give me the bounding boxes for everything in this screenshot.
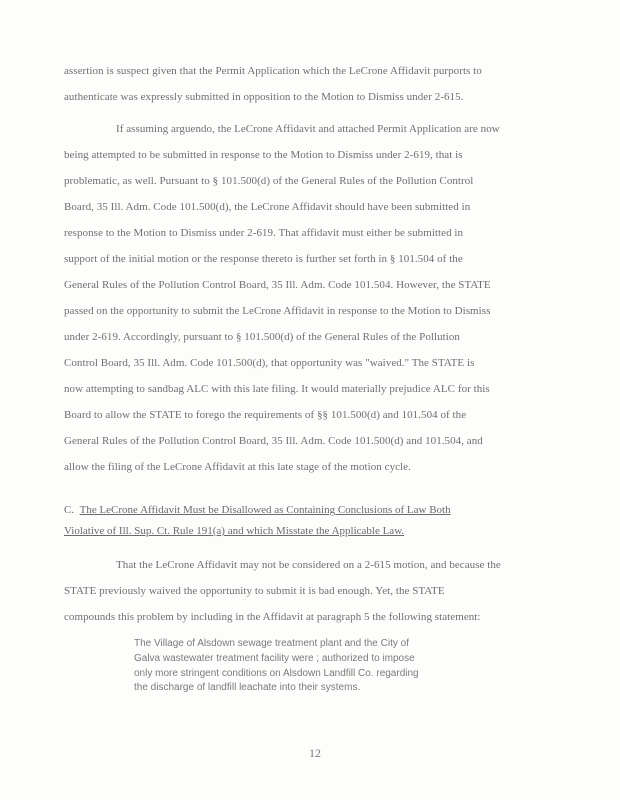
text-line: being attempted to be submitted in response to the Motion to Dismiss under 2-619, that is [64,149,463,161]
section-heading [64,500,564,542]
heading-text: The LeCrone Affidavit Must be Disallowed as Containing Conclusions of Law Both [79,504,451,516]
text-line: General Rules of the Pollution Control Board, 35 Ill. Adm. Code 101.504. However, the STATE [64,279,491,291]
quote-line: the discharge of landfill leachate into their systems. [134,682,361,694]
block-quote [134,637,514,696]
page-number: 12 [309,746,321,760]
text-line: General Rules of the Pollution Control Board, 35 Ill. Adm. Code 101.500(d) and 101.504, and [64,435,483,447]
paragraph-assertion [64,58,564,110]
text-line: support of the initial motion or the response thereto is further set forth in § 101.504 of the [64,253,463,265]
heading-letter: C. [64,504,75,516]
paragraph-compounds [64,552,564,630]
text-line: authenticate was expressly submitted in opposition to the Motion to Dismiss under 2-615. [64,91,464,103]
text-line: assertion is suspect given that the Permit Application which the LeCrone Affidavit purports to [64,65,482,77]
heading-line: Violative of Ill. Sup. Ct. Rule 191(a) and which Misstate the Applicable Law. [64,525,405,537]
text-line: If assuming arguendo, the LeCrone Affidavit and attached Permit Application are now [116,123,500,135]
text-line: passed on the opportunity to submit the LeCrone Affidavit in response to the Motion to Dismiss [64,305,491,317]
quote-line: only more stringent conditions on Alsdown Landfill Co. regarding [134,667,419,679]
text-line: Control Board, 35 Ill. Adm. Code 101.500(d), that opportunity was "waived." The STATE is [64,357,475,369]
text-line: Board to allow the STATE to forego the requirements of §§ 101.500(d) and 101.504 of the [64,409,467,421]
text-line: That the LeCrone Affidavit may not be considered on a 2-615 motion, and because the [116,559,501,571]
text-line: under 2-619. Accordingly, pursuant to § 101.500(d) of the General Rules of the Pollution [64,331,460,343]
heading-line [64,500,564,521]
text-line: response to the Motion to Dismiss under 2-619. That affidavit must either be submitted in [64,227,464,239]
text-line: compounds this problem by including in the Affidavit at paragraph 5 the following statement: [64,611,481,623]
quote-line: The Village of Alsdown sewage treatment plant and the City of [134,638,409,649]
text-line: allow the filing of the LeCrone Affidavit at this late stage of the motion cycle. [64,461,411,473]
quote-line: Galva wastewater treatment facility were ; authorized to impose [134,652,415,664]
text-line: Board, 35 Ill. Adm. Code 101.500(d), the LeCrone Affidavit should have been submitted in [64,201,471,213]
text-line: STATE previously waived the opportunity to submit it is bad enough. Yet, the STATE [64,585,445,597]
text-line: problematic, as well. Pursuant to § 101.500(d) of the General Rules of the Pollution Control [64,175,474,187]
text-line: now attempting to sandbag ALC with this late filing. It would materially prejudice ALC for this [64,383,490,395]
paragraph-arguendo [64,116,564,480]
